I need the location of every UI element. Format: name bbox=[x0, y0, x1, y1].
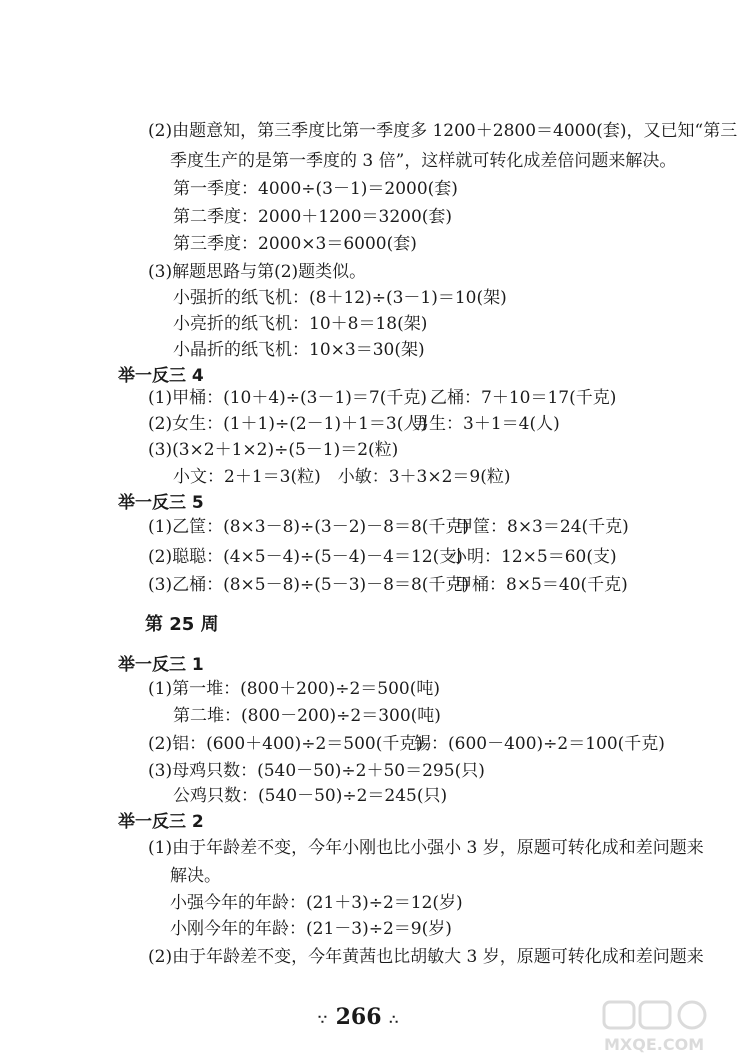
text-line: 小亮折的纸飞机：10＋8＝18(架) bbox=[173, 314, 428, 334]
page-number bbox=[318, 1004, 399, 1030]
page-number-ornament: ∴ bbox=[389, 1012, 400, 1028]
page-number-value: 266 bbox=[335, 1004, 382, 1030]
text-line: 甲桶：8×5＝40(千克) bbox=[455, 575, 628, 595]
text-line: 季度生产的是第一季度的 3 倍”，这样就可转化成差倍问题来解决。 bbox=[170, 151, 677, 171]
text-line: 解决。 bbox=[170, 866, 221, 886]
text-line: 第二季度：2000＋1200＝3200(套) bbox=[173, 207, 453, 227]
text-line: (2)铝：(600＋400)÷2＝500(千克) bbox=[148, 734, 424, 754]
text-line: (3)(3×2＋1×2)÷(5－1)＝2(粒) bbox=[148, 440, 399, 460]
text-line: (1)第一堆：(800＋200)÷2＝500(吨) bbox=[148, 679, 441, 699]
text-line: 小明：12×5＝60(支) bbox=[450, 547, 617, 567]
section-heading: 举一反三 4 bbox=[118, 366, 204, 386]
text-line: (3)解题思路与第(2)题类似。 bbox=[148, 262, 367, 282]
watermark-logo bbox=[600, 996, 745, 1056]
text-line: 小刚今年的年龄：(21－3)÷2＝9(岁) bbox=[170, 919, 452, 939]
text-line: (2)由题意知，第三季度比第一季度多 1200＋2800＝4000(套)，又已知“第三 bbox=[148, 121, 738, 141]
text-line: 第三季度：2000×3＝6000(套) bbox=[173, 234, 417, 254]
section-heading: 举一反三 5 bbox=[118, 493, 204, 513]
text-line: (2)由于年龄差不变，今年黄茜也比胡敏大 3 岁，原题可转化成和差问题来 bbox=[148, 947, 704, 967]
section-heading: 举一反三 2 bbox=[118, 812, 204, 832]
section-heading: 举一反三 1 bbox=[118, 655, 204, 675]
text-line: 锡：(600－400)÷2＝100(千克) bbox=[414, 734, 665, 754]
text-line: 甲筐：8×3＝24(千克) bbox=[456, 517, 629, 537]
text-line: 第一季度：4000÷(3－1)＝2000(套) bbox=[173, 179, 458, 199]
text-line: 小文：2＋1＝3(粒) 小敏：3＋3×2＝9(粒) bbox=[173, 467, 511, 487]
text-line: 小强今年的年龄：(21＋3)÷2＝12(岁) bbox=[170, 893, 463, 913]
text-line: (1)由于年龄差不变，今年小刚也比小强小 3 岁，原题可转化成和差问题来 bbox=[148, 838, 704, 858]
text-line: 小强折的纸飞机：(8＋12)÷(3－1)＝10(架) bbox=[173, 288, 507, 308]
text-line: (3)母鸡只数：(540－50)÷2＋50＝295(只) bbox=[148, 761, 485, 781]
text-line: (3)乙桶：(8×5－8)÷(5－3)－8＝8(千克) bbox=[148, 575, 470, 595]
text-line: (2)女生：(1＋1)÷(2－1)＋1＝3(人) bbox=[148, 414, 428, 434]
week-heading: 第 25 周 bbox=[145, 614, 219, 635]
watermark-text: MXQE.COM bbox=[604, 1035, 705, 1054]
text-line: (1)乙筐：(8×3－8)÷(3－2)－8＝8(千克) bbox=[148, 517, 470, 537]
text-line: 小晶折的纸飞机：10×3＝30(架) bbox=[173, 340, 425, 360]
text-line: 男生：3＋1＝4(人) bbox=[412, 414, 560, 434]
text-line: 乙桶：7＋10＝17(千克) bbox=[430, 388, 617, 408]
text-line: 公鸡只数：(540－50)÷2＝245(只) bbox=[173, 786, 448, 806]
text-line: (1)甲桶：(10＋4)÷(3－1)＝7(千克) bbox=[148, 388, 428, 408]
text-line: 第二堆：(800－200)÷2＝300(吨) bbox=[173, 706, 441, 726]
text-line: (2)聪聪：(4×5－4)÷(5－4)－4＝12(支) bbox=[148, 547, 463, 567]
page-number-ornament: ∵ bbox=[318, 1012, 328, 1028]
